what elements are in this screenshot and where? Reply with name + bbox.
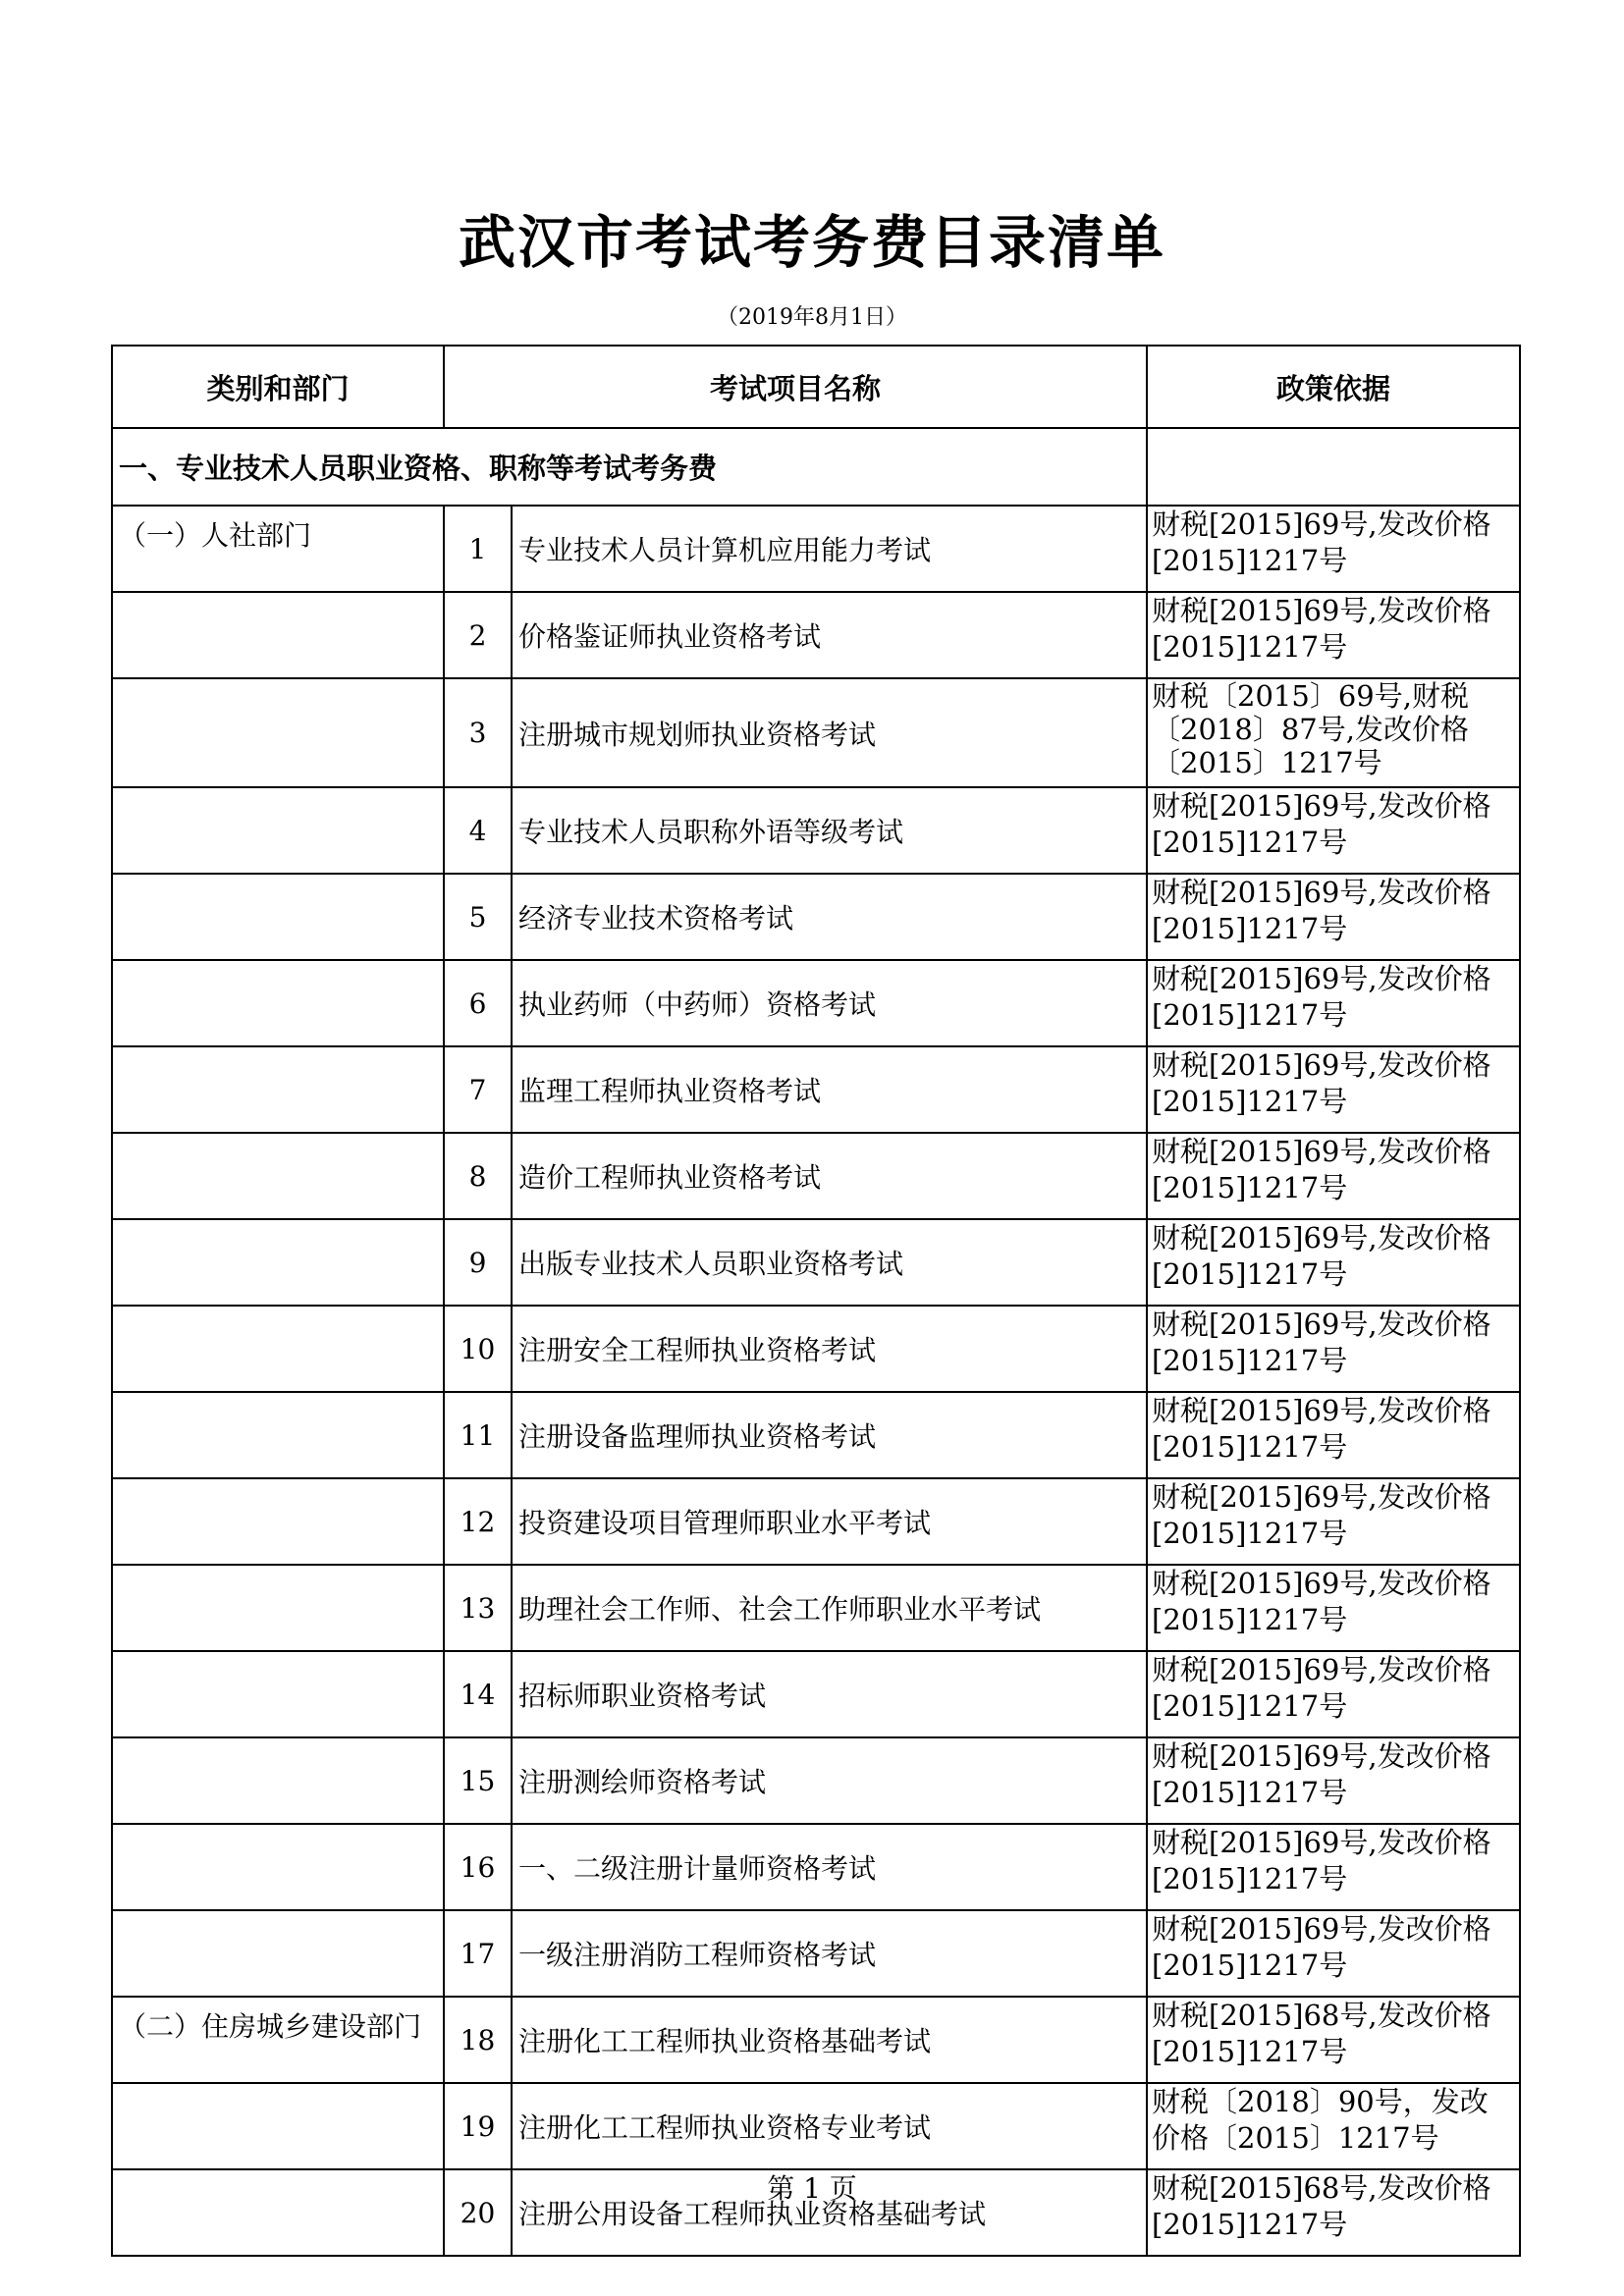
item-number-cell: 19 <box>444 2083 512 2169</box>
exam-name-cell: 注册城市规划师执业资格考试 <box>512 678 1147 787</box>
policy-basis-cell: 财税[2015]69号,发改价格[2015]1217号 <box>1147 1046 1520 1133</box>
exam-name-cell: 专业技术人员职称外语等级考试 <box>512 787 1147 874</box>
exam-name-cell: 出版专业技术人员职业资格考试 <box>512 1219 1147 1306</box>
category-cell <box>112 960 444 1046</box>
table-row <box>112 1651 1520 1737</box>
table-row <box>112 1565 1520 1651</box>
policy-basis-cell: 财税[2015]69号,发改价格[2015]1217号 <box>1147 506 1520 592</box>
header-exam-name: 考试项目名称 <box>444 346 1147 428</box>
policy-basis-cell: 财税[2015]69号,发改价格[2015]1217号 <box>1147 1824 1520 1910</box>
exam-name-cell: 注册化工工程师执业资格基础考试 <box>512 1997 1147 2083</box>
category-cell <box>112 1478 444 1565</box>
document-date: （2019年8月1日） <box>717 305 907 330</box>
category-cell <box>112 1824 444 1910</box>
table-row <box>112 1997 1520 2083</box>
policy-basis-cell: 财税〔2015〕69号,财税〔2018〕87号,发改价格〔2015〕1217号 <box>1147 678 1520 787</box>
table-row <box>112 874 1520 960</box>
item-number-cell: 5 <box>444 874 512 960</box>
table-row <box>112 1824 1520 1910</box>
exam-name-cell: 注册公用设备工程师执业资格基础考试 <box>512 2169 1147 2256</box>
policy-basis-cell: 财税[2015]69号,发改价格[2015]1217号 <box>1147 1910 1520 1997</box>
item-number-cell: 8 <box>444 1133 512 1219</box>
item-number-cell: 9 <box>444 1219 512 1306</box>
policy-basis-cell: 财税[2015]69号,发改价格[2015]1217号 <box>1147 1565 1520 1651</box>
exam-name-cell: 专业技术人员计算机应用能力考试 <box>512 506 1147 592</box>
policy-basis-cell: 财税[2015]69号,发改价格[2015]1217号 <box>1147 1306 1520 1392</box>
table-row <box>112 960 1520 1046</box>
item-number-cell: 10 <box>444 1306 512 1392</box>
exam-name-cell: 价格鉴证师执业资格考试 <box>512 592 1147 678</box>
category-cell <box>112 1910 444 1997</box>
table-row <box>112 1046 1520 1133</box>
policy-basis-cell: 财税[2015]69号,发改价格[2015]1217号 <box>1147 1392 1520 1478</box>
document-title: 武汉市考试考务费目录清单 <box>458 209 1165 276</box>
item-number-cell: 7 <box>444 1046 512 1133</box>
item-number-cell: 17 <box>444 1910 512 1997</box>
category-cell: （二）住房城乡建设部门 <box>112 1997 444 2083</box>
header-basis: 政策依据 <box>1147 346 1520 428</box>
category-cell <box>112 1306 444 1392</box>
category-cell <box>112 1737 444 1824</box>
table-header-row <box>112 346 1520 428</box>
table-row <box>112 592 1520 678</box>
exam-name-cell: 注册设备监理师执业资格考试 <box>512 1392 1147 1478</box>
policy-basis-cell: 财税[2015]69号,发改价格[2015]1217号 <box>1147 1737 1520 1824</box>
section-row <box>112 428 1520 506</box>
category-cell <box>112 787 444 874</box>
fee-catalog-table <box>111 345 1521 2257</box>
table-row <box>112 1478 1520 1565</box>
policy-basis-cell: 财税[2015]69号,发改价格[2015]1217号 <box>1147 1219 1520 1306</box>
policy-basis-cell: 财税[2015]69号,发改价格[2015]1217号 <box>1147 1478 1520 1565</box>
table-row <box>112 678 1520 787</box>
category-cell <box>112 1392 444 1478</box>
item-number-cell: 12 <box>444 1478 512 1565</box>
item-number-cell: 1 <box>444 506 512 592</box>
exam-name-cell: 招标师职业资格考试 <box>512 1651 1147 1737</box>
table-row <box>112 1219 1520 1306</box>
policy-basis-cell: 财税[2015]69号,发改价格[2015]1217号 <box>1147 960 1520 1046</box>
policy-basis-cell: 财税[2015]68号,发改价格[2015]1217号 <box>1147 1997 1520 2083</box>
item-number-cell: 14 <box>444 1651 512 1737</box>
exam-name-cell: 监理工程师执业资格考试 <box>512 1046 1147 1133</box>
item-number-cell: 16 <box>444 1824 512 1910</box>
exam-name-cell: 一、二级注册计量师资格考试 <box>512 1824 1147 1910</box>
policy-basis-cell: 财税[2015]69号,发改价格[2015]1217号 <box>1147 1133 1520 1219</box>
category-cell <box>112 1219 444 1306</box>
item-number-cell: 4 <box>444 787 512 874</box>
exam-name-cell: 一级注册消防工程师资格考试 <box>512 1910 1147 1997</box>
exam-name-cell: 造价工程师执业资格考试 <box>512 1133 1147 1219</box>
item-number-cell: 20 <box>444 2169 512 2256</box>
section-title: 一、专业技术人员职业资格、职称等考试考务费 <box>112 428 1147 506</box>
item-number-cell: 2 <box>444 592 512 678</box>
table-row <box>112 1392 1520 1478</box>
exam-name-cell: 注册化工工程师执业资格专业考试 <box>512 2083 1147 2169</box>
exam-name-cell: 注册安全工程师执业资格考试 <box>512 1306 1147 1392</box>
policy-basis-cell: 财税〔2018〕90号，发改价格〔2015〕1217号 <box>1147 2083 1520 2169</box>
policy-basis-cell: 财税[2015]69号,发改价格[2015]1217号 <box>1147 1651 1520 1737</box>
category-cell <box>112 592 444 678</box>
category-cell <box>112 1651 444 1737</box>
policy-basis-cell: 财税[2015]68号,发改价格[2015]1217号 <box>1147 2169 1520 2256</box>
header-category: 类别和部门 <box>112 346 444 428</box>
policy-basis-cell: 财税[2015]69号,发改价格[2015]1217号 <box>1147 592 1520 678</box>
exam-name-cell: 投资建设项目管理师职业水平考试 <box>512 1478 1147 1565</box>
item-number-cell: 15 <box>444 1737 512 1824</box>
exam-name-cell: 注册测绘师资格考试 <box>512 1737 1147 1824</box>
category-cell: （一）人社部门 <box>112 506 444 592</box>
category-cell <box>112 1565 444 1651</box>
table-row <box>112 1306 1520 1392</box>
table-row <box>112 1737 1520 1824</box>
category-cell <box>112 1133 444 1219</box>
exam-name-cell: 执业药师（中药师）资格考试 <box>512 960 1147 1046</box>
item-number-cell: 18 <box>444 1997 512 2083</box>
item-number-cell: 11 <box>444 1392 512 1478</box>
policy-basis-cell: 财税[2015]69号,发改价格[2015]1217号 <box>1147 874 1520 960</box>
table-row <box>112 506 1520 592</box>
exam-name-cell: 助理社会工作师、社会工作师职业水平考试 <box>512 1565 1147 1651</box>
table-row <box>112 2083 1520 2169</box>
category-cell <box>112 678 444 787</box>
category-cell <box>112 874 444 960</box>
item-number-cell: 6 <box>444 960 512 1046</box>
category-cell <box>112 1046 444 1133</box>
section-basis-empty <box>1147 428 1520 506</box>
exam-name-cell: 经济专业技术资格考试 <box>512 874 1147 960</box>
category-cell <box>112 2083 444 2169</box>
policy-basis-cell: 财税[2015]69号,发改价格[2015]1217号 <box>1147 787 1520 874</box>
table-row <box>112 1910 1520 1997</box>
item-number-cell: 3 <box>444 678 512 787</box>
page-number: 第 1 页 <box>767 2172 857 2205</box>
item-number-cell: 13 <box>444 1565 512 1651</box>
table-row <box>112 787 1520 874</box>
table-row <box>112 1133 1520 1219</box>
